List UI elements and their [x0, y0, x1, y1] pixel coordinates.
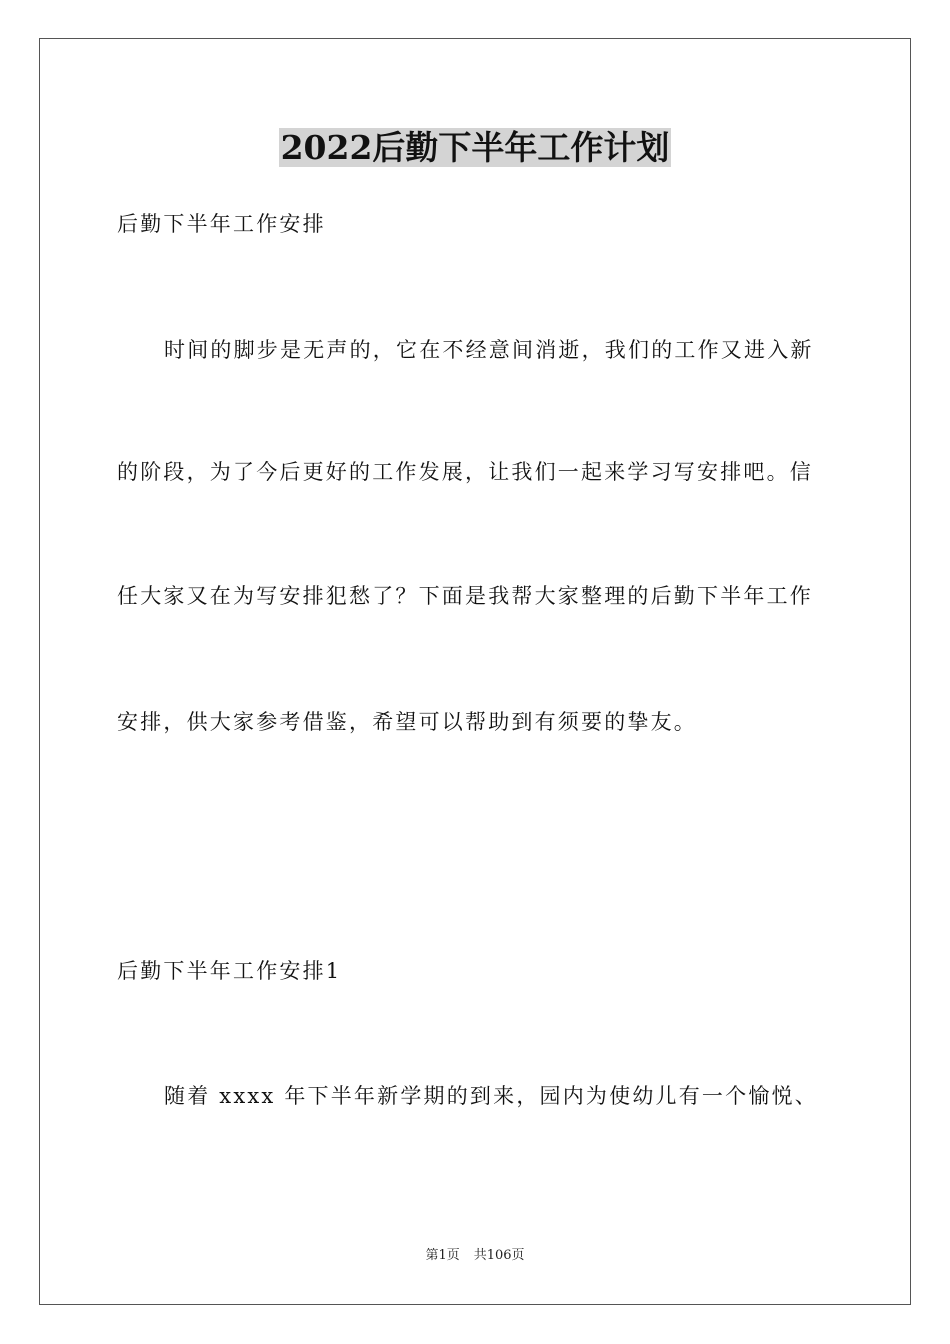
section-heading: 后勤下半年工作安排1	[117, 959, 342, 983]
page-footer	[0, 1247, 950, 1265]
intro-line-2: 的阶段，为了今后更好的工作发展，让我们一起来学习写安排吧。信	[117, 460, 813, 484]
page-number: 第1页	[425, 1248, 460, 1263]
page-total: 共106页	[473, 1248, 525, 1263]
intro-line-1: 时间的脚步是无声的，它在不经意间消逝，我们的工作又进入新	[164, 338, 814, 362]
document-title	[0, 126, 950, 170]
document-title-text: 2022后勤下半年工作计划	[280, 128, 670, 167]
intro-line-3: 任大家又在为写安排犯愁了？下面是我帮大家整理的后勤下半年工作	[117, 584, 813, 608]
subtitle: 后勤下半年工作安排	[117, 212, 326, 236]
section-line-1: 随着 xxxx 年下半年新学期的到来，园内为使幼儿有一个愉悦、	[164, 1084, 818, 1108]
intro-line-4: 安排，供大家参考借鉴，希望可以帮助到有须要的挚友。	[117, 710, 697, 734]
